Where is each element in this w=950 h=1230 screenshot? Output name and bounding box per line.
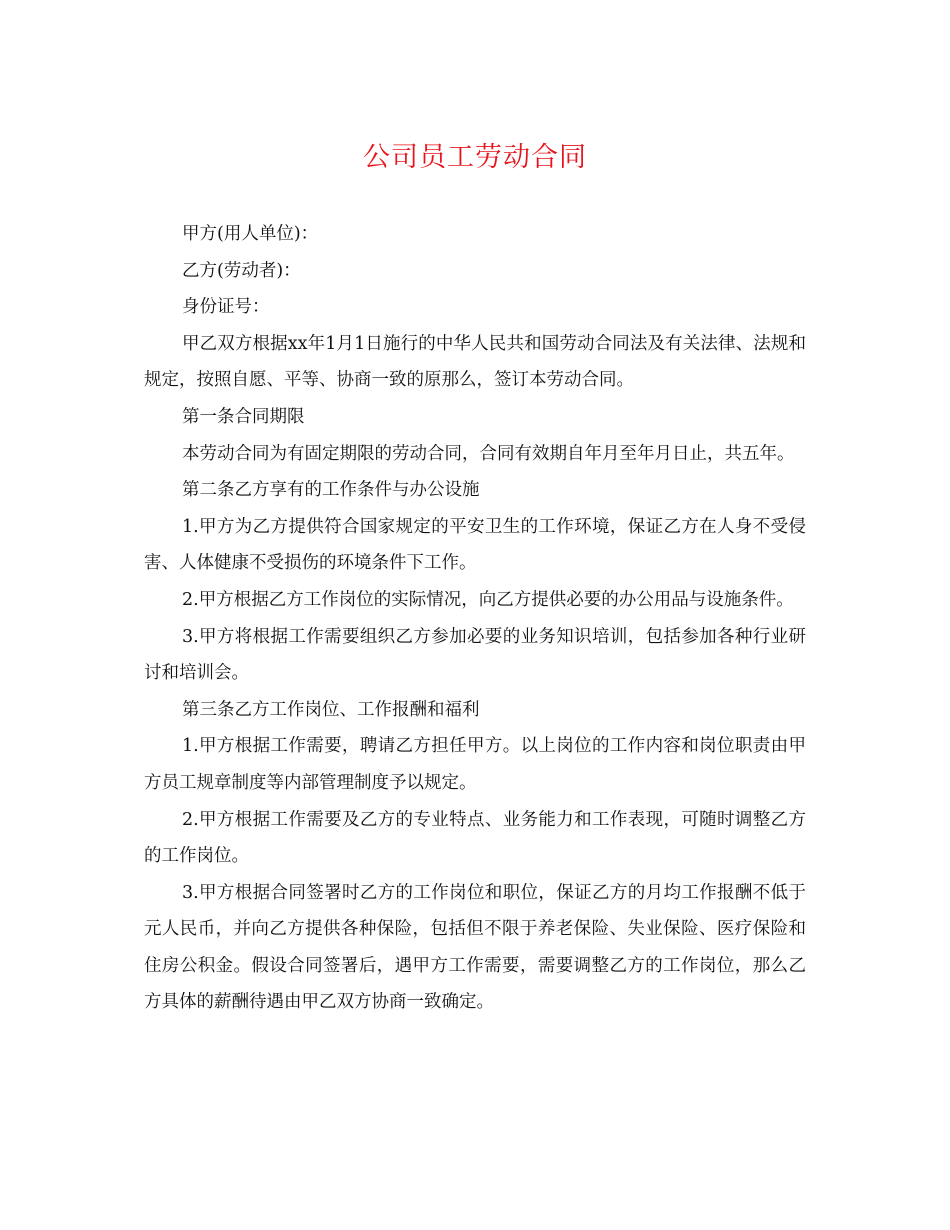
article-2-heading: 第二条乙方享有的工作条件与办公设施 [182,480,480,501]
preamble-paragraph: 甲乙双方根据xx年1月1日施行的中华人民共和国劳动合同法及有关法律、法规和规定，按照自愿、平等、协商一致的原那么，签订本劳动合同。 [144,333,806,391]
document-body [144,216,806,1021]
article-2-item-3: 3.甲方将根据工作需要组织乙方参加必要的业务知识培训，包括参加各种行业研讨和培训会。 [144,626,806,684]
article-1-paragraph: 本劳动合同为有固定期限的劳动合同，合同有效期自年月至年月日止，共五年。 [182,443,795,464]
id-number-line: 身份证号： [182,297,270,318]
article-3-item-2: 2.甲方根据工作需要及乙方的专业特点、业务能力和工作表现，可随时调整乙方的工作岗位。 [144,809,806,867]
article-2-item-2: 2.甲方根据乙方工作岗位的实际情况，向乙方提供必要的办公用品与设施条件。 [182,589,794,610]
article-3-item-1: 1.甲方根据工作需要，聘请乙方担任甲方。以上岗位的工作内容和岗位职责由甲方员工规章制度等内部管理制度予以规定。 [144,736,806,793]
article-3-item-3: 3.甲方根据合同签署时乙方的工作岗位和职位，保证乙方的月均工作报酬不低于元人民币，并向乙方提供各种保险，包括但不限于养老保险、失业保险、医疗保险和住房公积金。假设合同签署后，遇甲方工作需要，需要调整乙方的工作岗位，那么乙方具体的薪酬待遇由甲乙双方协商一致确定。 [144,882,806,1013]
party-b-line: 乙方(劳动者)： [182,260,301,281]
article-1-heading: 第一条合同期限 [182,406,305,427]
document-title: 公司员工劳动合同 [363,142,587,173]
article-3-heading: 第三条乙方工作岗位、工作报酬和福利 [182,699,480,720]
article-2-item-1: 1.甲方为乙方提供符合国家规定的平安卫生的工作环境，保证乙方在人身不受侵害、人体健康不受损伤的环境条件下工作。 [144,516,806,574]
party-a-line: 甲方(用人单位)： [182,224,319,244]
